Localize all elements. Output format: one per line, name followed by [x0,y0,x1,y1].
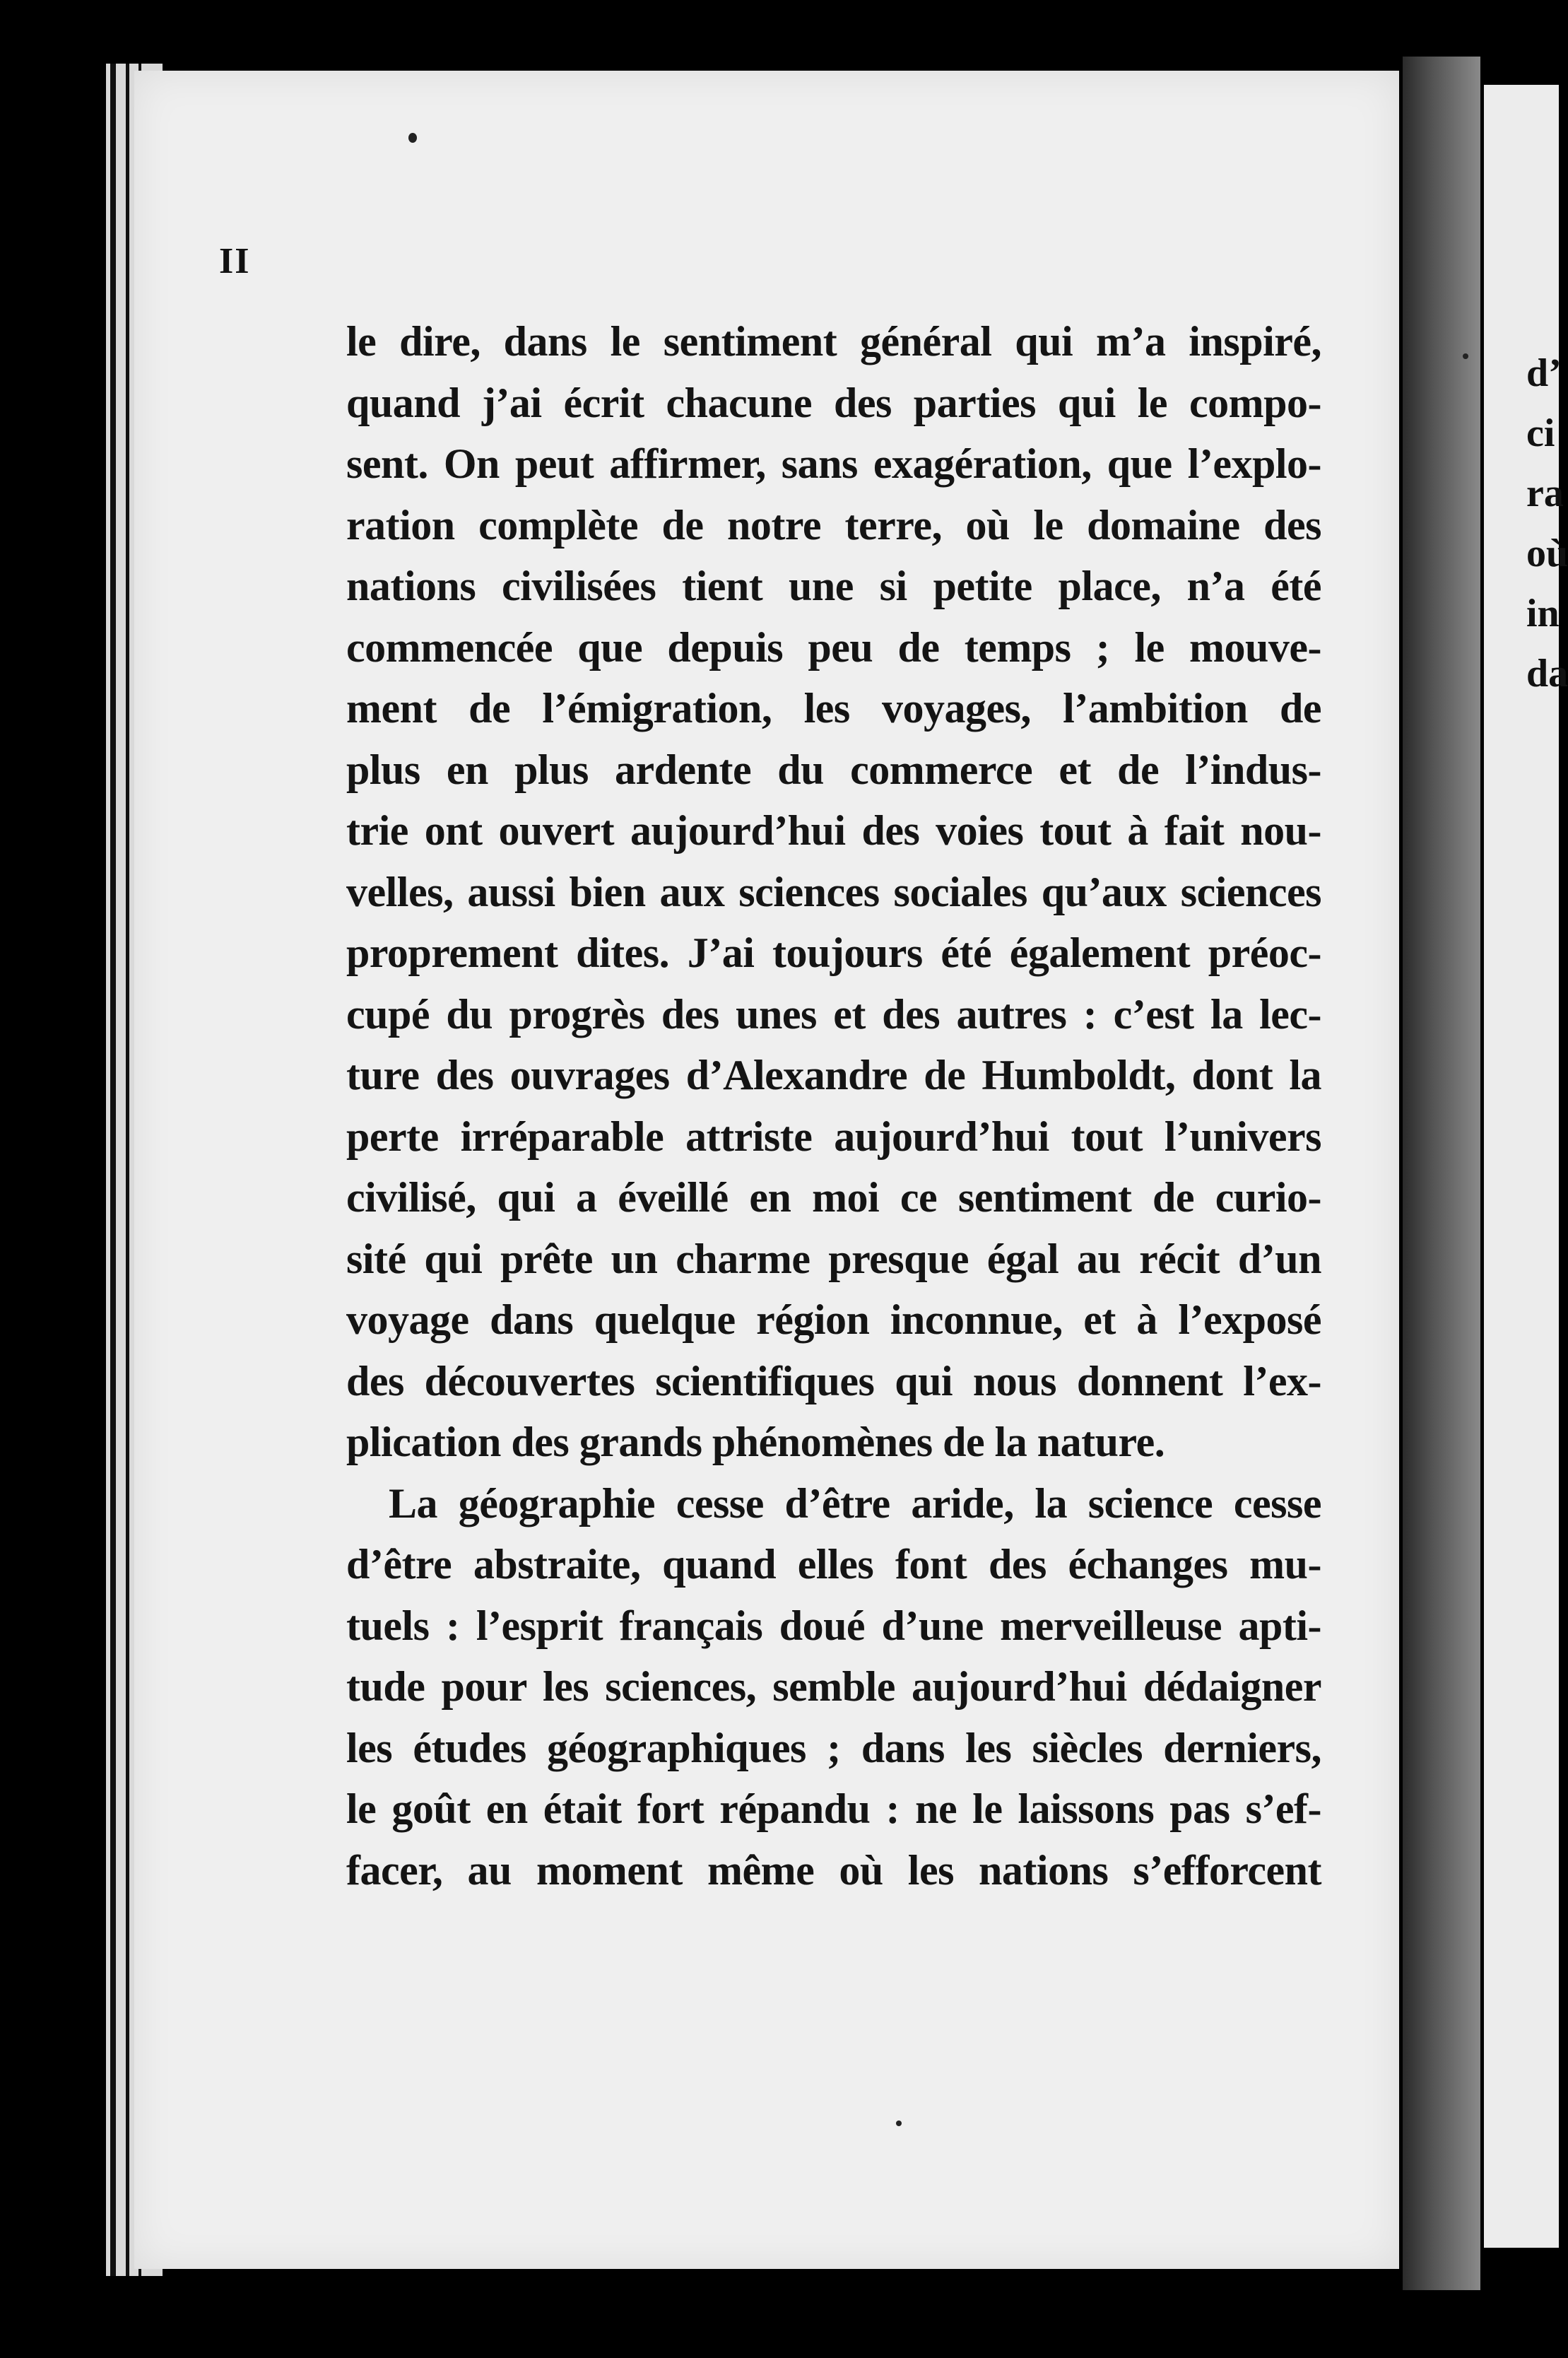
text-line: plication des grands phénomènes de la nature. [346,1419,1165,1465]
text-line: sité qui prête un charme presque égal au récit d’un [346,1235,1321,1282]
text-line: tude pour les sciences, semble aujourd’hui dédaigner [346,1663,1321,1710]
text-line: tuels : l’esprit français doué d’une merveilleuse apti- [346,1602,1321,1649]
text-line: d’être abstraite, quand elles font des échanges mu- [346,1541,1321,1588]
text-line: plus en plus ardente du commerce et de l’indus- [346,746,1321,793]
text-line: quand j’ai écrit chacune des parties qui le compo- [346,379,1321,426]
text-line: civilisé, qui a éveillé en moi ce sentiment de curio- [346,1174,1321,1221]
paragraph [346,311,1321,1473]
text-line: le goût en était fort répandu : ne le laissons pas s’ef- [346,1785,1321,1832]
text-line: La géographie cesse d’être aride, la science cesse [389,1479,1321,1527]
page-gutter [1403,57,1480,2290]
text-line: voyage dans quelque région inconnue, et à l’exposé [346,1296,1321,1343]
adjacent-page-fragment: ra [1526,471,1564,515]
text-line: proprement dites. J’ai toujours été également préoc- [346,929,1321,976]
text-line: nations civilisées tient une si petite place, n’a été [346,563,1321,609]
body-text [346,311,1321,1901]
adjacent-page-fragment: où [1526,532,1568,575]
text-line: velles, aussi bien aux sciences sociales qu’aux sciences [346,868,1321,915]
text-line: le dire, dans le sentiment général qui m’a inspiré, [346,318,1321,365]
adjacent-page-edge [1484,85,1568,2248]
text-line: ture des ouvrages d’Alexandre de Humboldt, dont la [346,1052,1321,1098]
adjacent-page-fragment: d’ [1526,351,1562,395]
text-line: les études géographiques ; dans les siècles derniers, [346,1724,1321,1771]
ink-speck [896,2121,902,2126]
text-line: perte irréparable attriste aujourd’hui tout l’univers [346,1113,1321,1160]
adjacent-page-fragment: da [1526,652,1568,696]
text-line: ration complète de notre terre, où le domaine des [346,501,1321,549]
text-line: sent. On peut affirmer, sans exagération, que l’explo- [346,440,1321,487]
page-number: II [219,241,251,281]
text-line: cupé du progrès des unes et des autres : c’est la lec- [346,990,1321,1038]
text-line: commencée que depuis peu de temps ; le mouve- [346,623,1321,671]
ink-speck [408,133,417,143]
text-line: facer, au moment même où les nations s’efforcent [346,1846,1321,1894]
text-line: ment de l’émigration, les voyages, l’ambition de [346,685,1321,732]
adjacent-page-fragment: in [1526,592,1560,635]
adjacent-page-fragment: ci [1526,411,1555,455]
paragraph [346,1473,1321,1901]
text-line: trie ont ouvert aujourd’hui des voies tout à fait nou- [346,807,1321,854]
ink-speck [1463,353,1468,359]
text-line: des découvertes scientifiques qui nous donnent l’ex- [346,1357,1321,1404]
